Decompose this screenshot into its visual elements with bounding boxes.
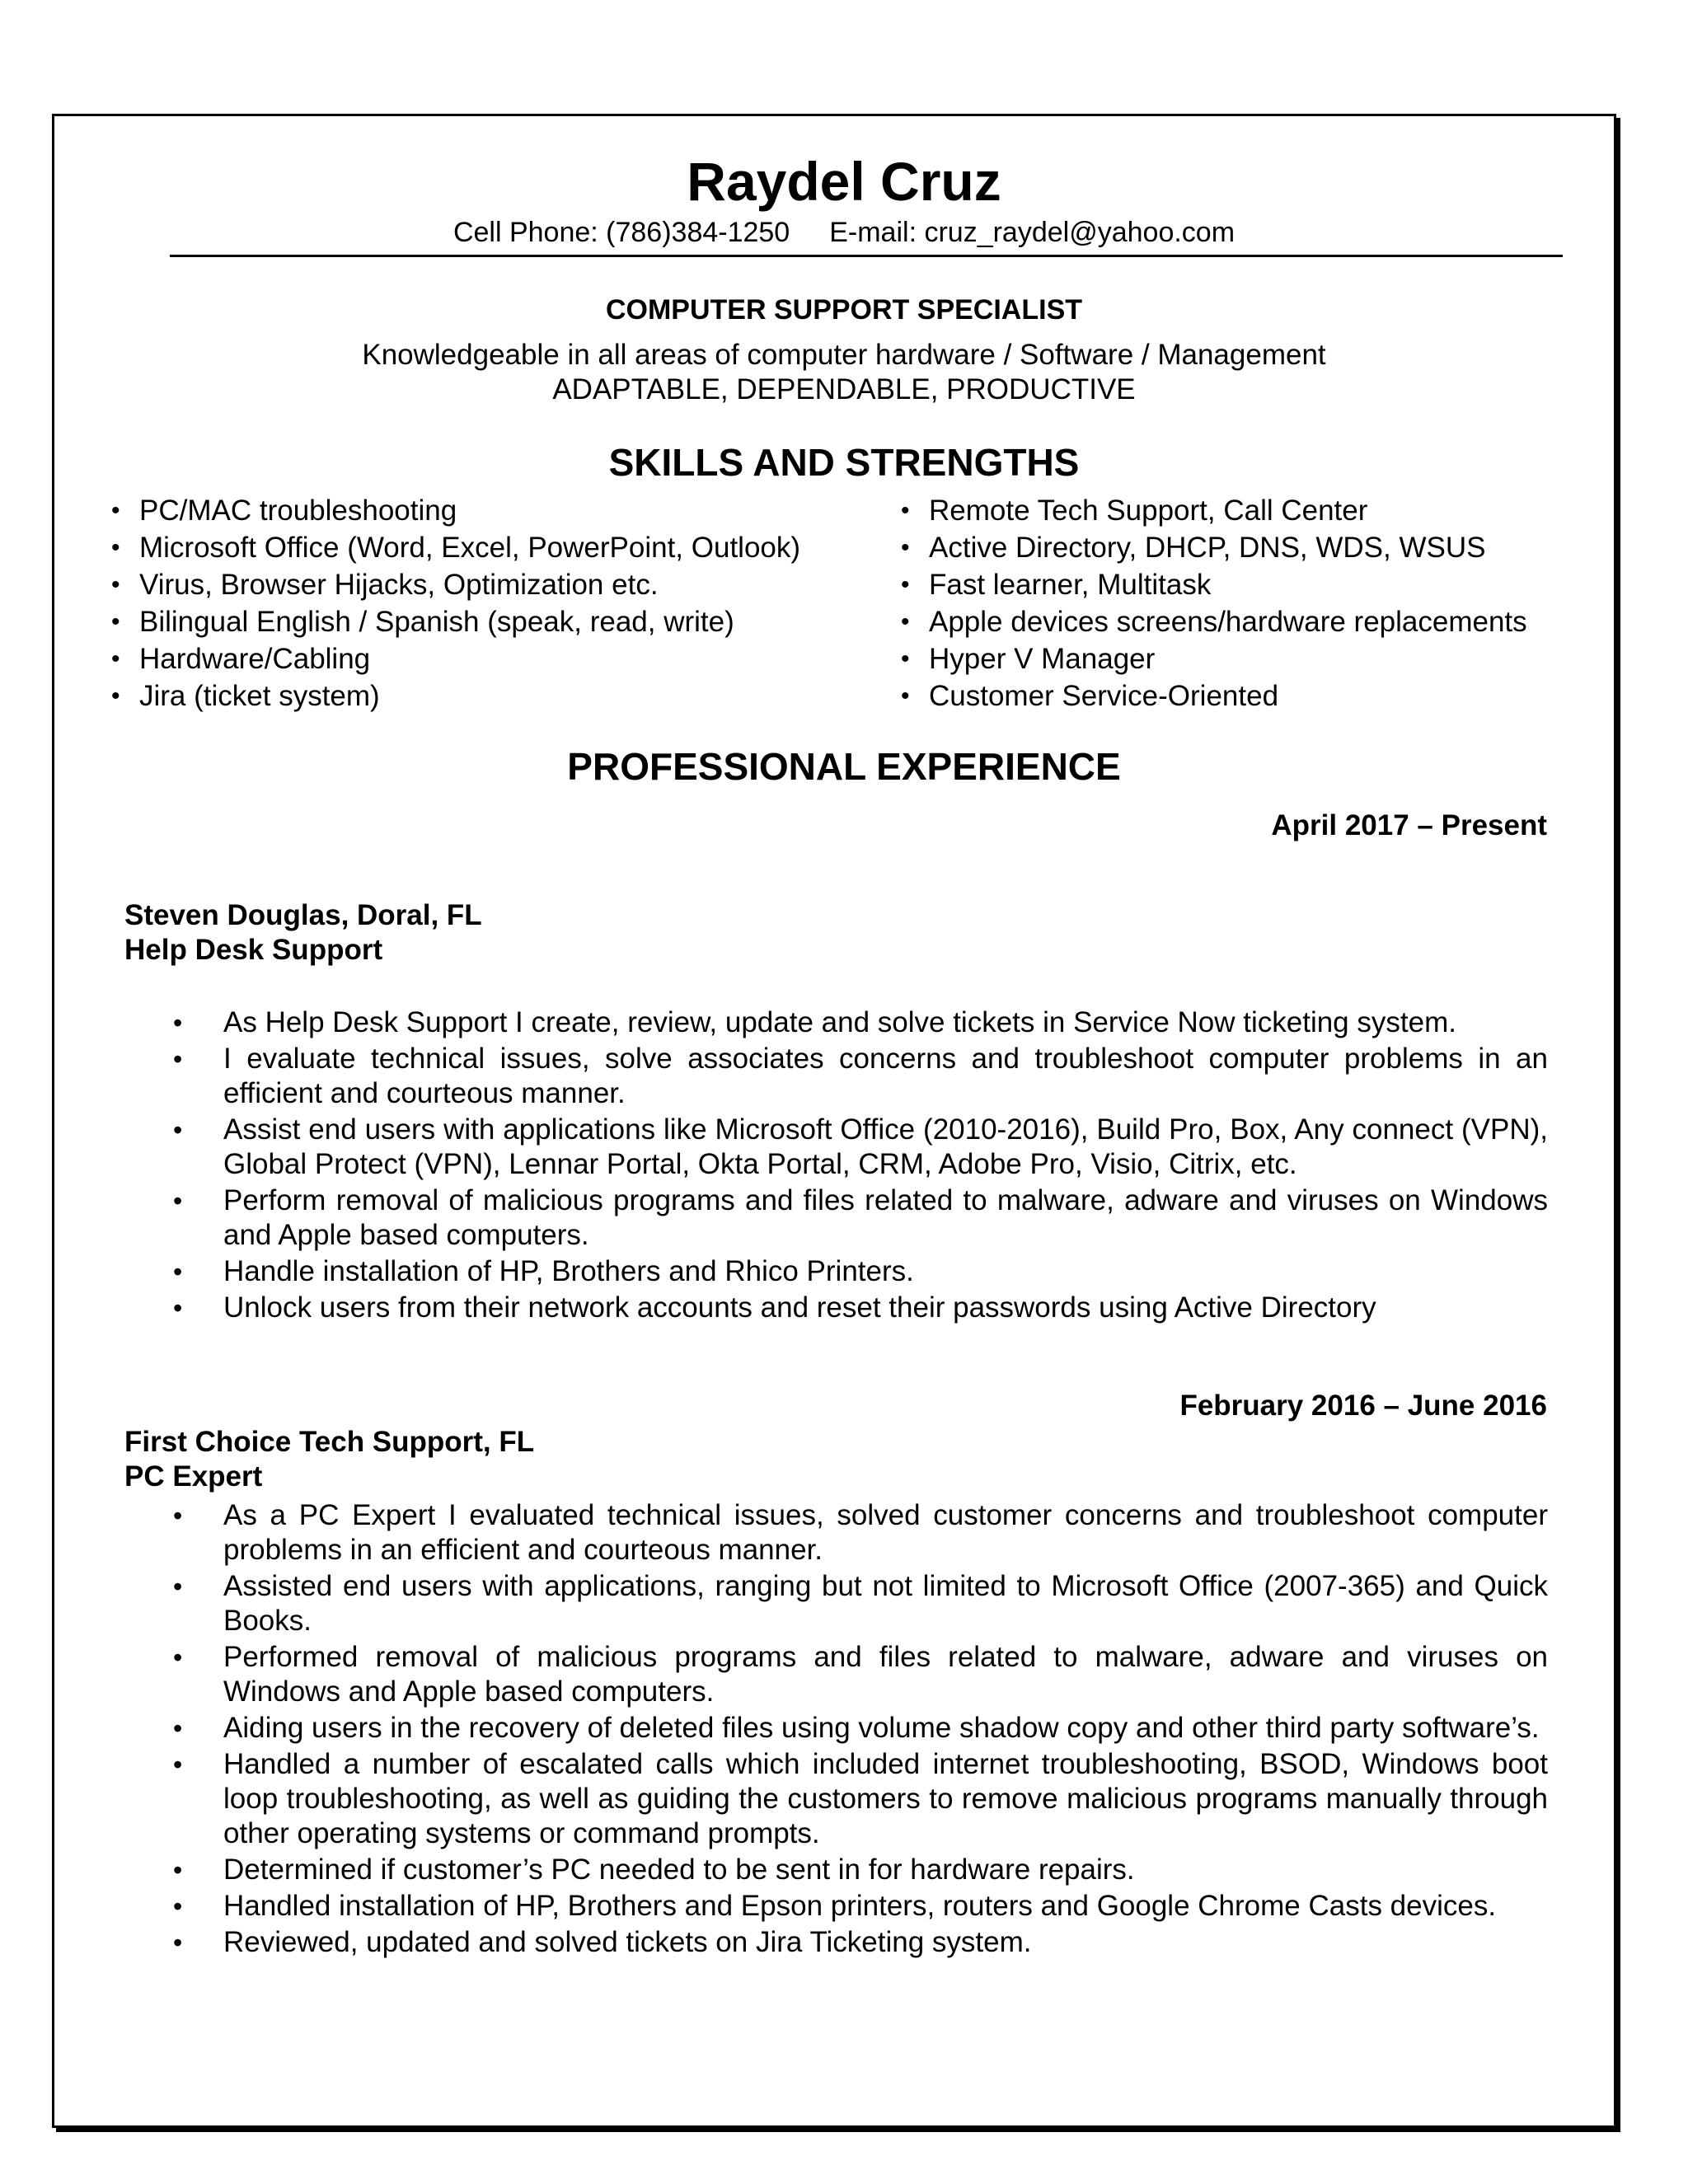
summary-line: Knowledgeable in all areas of computer hardware / Software / Management <box>362 339 1326 371</box>
duty-item: • Handled installation of HP, Brothers and Epson printers, routers and Google Chrome Casts devices. <box>173 1889 1548 1924</box>
experience-heading: PROFESSIONAL EXPERIENCE <box>567 745 1121 788</box>
phone-number: Cell Phone: (786)384-1250 <box>452 217 790 248</box>
skill-item: • Apple devices screens/hardware replacements <box>896 603 1527 640</box>
contact-line <box>0 216 1688 249</box>
header-divider <box>170 255 1563 257</box>
job-company: First Choice Tech Support, FL <box>124 1426 535 1458</box>
skill-item: • Microsoft Office (Word, Excel, PowerPoint, Outlook) <box>106 529 800 566</box>
duty-item: • Perform removal of malicious programs and files related to malware, adware and viruses on Windows and Apple based computers. <box>173 1183 1548 1253</box>
skill-item: • Virus, Browser Hijacks, Optimization etc. <box>106 566 800 603</box>
duty-item: • I evaluate technical issues, solve associates concerns and troubleshoot computer problems in an efficient and courteous manner. <box>173 1042 1548 1111</box>
job-duties <box>173 1498 1548 1961</box>
skill-item: • Active Directory, DHCP, DNS, WDS, WSUS <box>896 529 1527 566</box>
job-company: Steven Douglas, Doral, FL <box>124 899 482 931</box>
job-dates: February 2016 – June 2016 <box>1179 1390 1547 1422</box>
skill-item: • Fast learner, Multitask <box>896 566 1527 603</box>
skill-item: • Customer Service-Oriented <box>896 677 1527 715</box>
candidate-name: Raydel Cruz <box>687 151 1001 212</box>
job-dates: April 2017 – Present <box>1271 809 1547 841</box>
duty-item: • As a PC Expert I evaluated technical issues, solved customer concerns and troubleshoot computer problems in an efficient and courteous manner. <box>173 1498 1548 1568</box>
skill-item: • PC/MAC troubleshooting <box>106 492 800 529</box>
duty-item: • Assisted end users with applications, ranging but not limited to Microsoft Office (2007-365) and Quick Books. <box>173 1569 1548 1638</box>
skill-item: • Hyper V Manager <box>896 640 1527 677</box>
job-duties <box>173 1005 1548 1327</box>
duty-item: • Aiding users in the recovery of deleted files using volume shadow copy and other third party software’s. <box>173 1711 1548 1746</box>
duty-item: • Unlock users from their network accounts and reset their passwords using Active Directory <box>173 1291 1548 1325</box>
skill-item: • Hardware/Cabling <box>106 640 800 677</box>
skill-item: • Bilingual English / Spanish (speak, read, write) <box>106 603 800 640</box>
summary-traits: ADAPTABLE, DEPENDABLE, PRODUCTIVE <box>552 373 1136 405</box>
skill-item: • Jira (ticket system) <box>106 677 800 715</box>
duty-item: • Handle installation of HP, Brothers and Rhico Printers. <box>173 1254 1548 1289</box>
job-role: Help Desk Support <box>124 934 383 966</box>
skills-heading: SKILLS AND STRENGTHS <box>608 441 1080 484</box>
duty-item: • Performed removal of malicious programs and files related to malware, adware and viruses on Windows and Apple based computers. <box>173 1640 1548 1709</box>
duty-item: • Assist end users with applications like Microsoft Office (2010-2016), Build Pro, Box, Any connect (VPN), Global Protect (VPN), Lennar Portal, Okta Portal, CRM, Adobe Pro, Visio, Citrix, etc. <box>173 1113 1548 1182</box>
skills-list-right <box>896 492 1527 715</box>
duty-item: • Determined if customer’s PC needed to be sent in for hardware repairs. <box>173 1853 1548 1887</box>
email-address: E-mail: cruz_raydel@yahoo.com <box>829 217 1236 248</box>
job-title: COMPUTER SUPPORT SPECIALIST <box>605 294 1083 326</box>
skills-list-left <box>106 492 800 715</box>
job-role: PC Expert <box>124 1460 263 1493</box>
duty-item: • Reviewed, updated and solved tickets on Jira Ticketing system. <box>173 1925 1548 1960</box>
skill-item: • Remote Tech Support, Call Center <box>896 492 1527 529</box>
duty-item: • As Help Desk Support I create, review, update and solve tickets in Service Now ticketing system. <box>173 1005 1548 1040</box>
duty-item: • Handled a number of escalated calls which included internet troubleshooting, BSOD, Windows boot loop troubleshooting, as well as guiding the customers to remove malicious programs manually through other operating systems or command prompts. <box>173 1747 1548 1851</box>
